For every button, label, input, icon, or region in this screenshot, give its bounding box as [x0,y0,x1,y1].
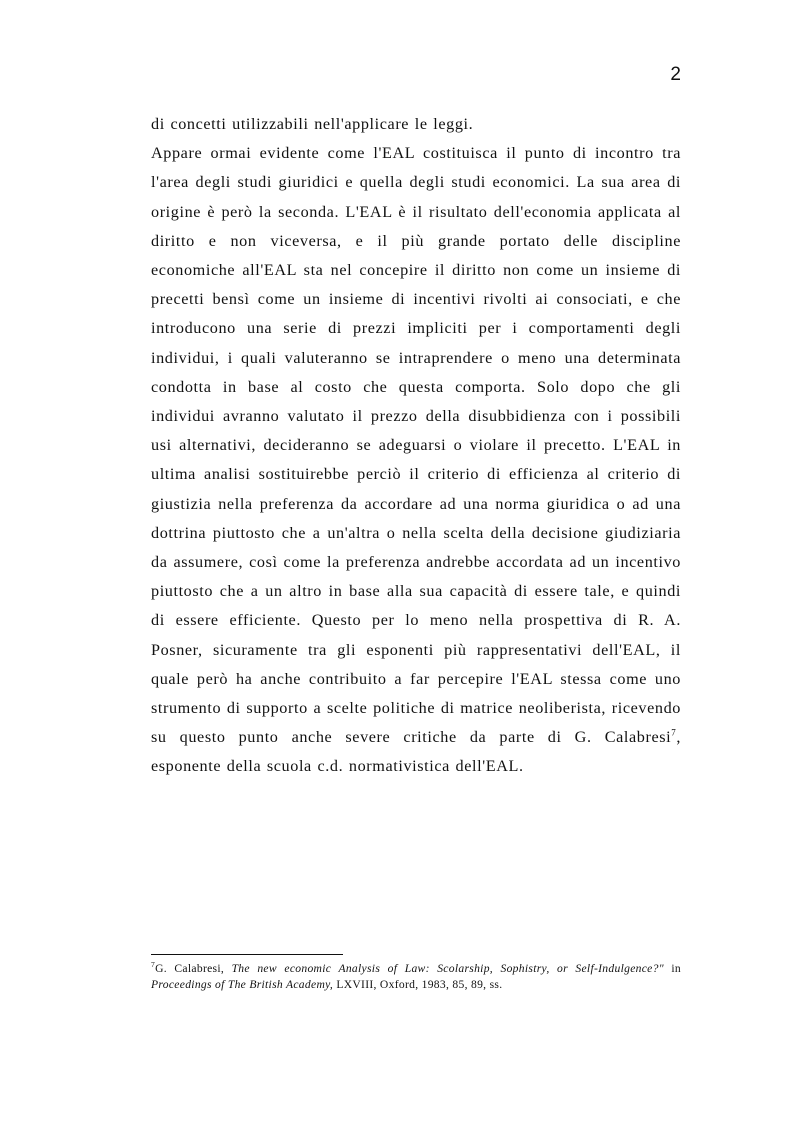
paragraph-main [151,139,681,781]
paragraph-main-tail: , esponente della scuola c.d. normativistica dell'EAL. [151,728,681,776]
footnote-reference[interactable]: 7 [671,727,677,738]
footnote [151,961,681,992]
paragraph-main-text: Appare ormai evidente come l'EAL costituisca il punto di incontro tra l'area degli studi giuridici e quella degli studi economici. La sua area di origine è però la seconda. L'EAL è il risultato dell'economia applicata al diritto e non viceversa, e il più grande portato delle discipline economiche all'EAL sta nel concepire il diritto non come un insieme di precetti bensì come un insieme di incentivi rivolti ai consociati, e che introducono una serie di prezzi impliciti per i comportamenti degli individui, i quali valuteranno se intraprendere o meno una determinata condotta in base al costo che questa comporta. Solo dopo che gli individui avranno valutato il prezzo della disubbidienza con i possibili usi alternativi, decideranno se adeguarsi o violare il precetto. L'EAL in ultima analisi sostituirebbe perciò il criterio di efficienza al criterio di giustizia nella preferenza da accordare ad una norma giuridica o ad una dottrina piuttosto che a un'altra o nella scelta della decisione giudiziaria da assumere, così come la preferenza andrebbe accordata ad un incentivo piuttosto che a un altro in base alla sua capacità di essere tale, e quindi di essere efficiente. Questo per lo meno nella prospettiva di R. A. Posner, sicuramente tra gli esponenti più rappresentativi dell'EAL, il quale però ha anche contribuito a far percepire l'EAL stessa come uno strumento di supporto a scelte politiche di matrice neoliberista, ricevendo su questo punto anche severe critiche da parte di G. Calabresi [151,144,681,747]
body-text [151,110,681,782]
footnote-in: in [663,962,681,975]
paragraph-continued: di concetti utilizzabili nell'applicare le leggi. [151,115,474,133]
footnote-divider [151,954,343,955]
footnote-author: G. Calabresi, [155,962,232,975]
footnote-journal: Proceedings of The British Academy, [151,977,334,991]
footnote-title: The new economic Analysis of Law: Scolarship, Sophistry, or Self-Indulgence?" [231,962,664,975]
footnote-details: LXVIII, Oxford, 1983, 85, 89, ss. [333,977,503,991]
page-number: 2 [670,64,681,85]
footnote-mark: 7 [151,960,156,970]
